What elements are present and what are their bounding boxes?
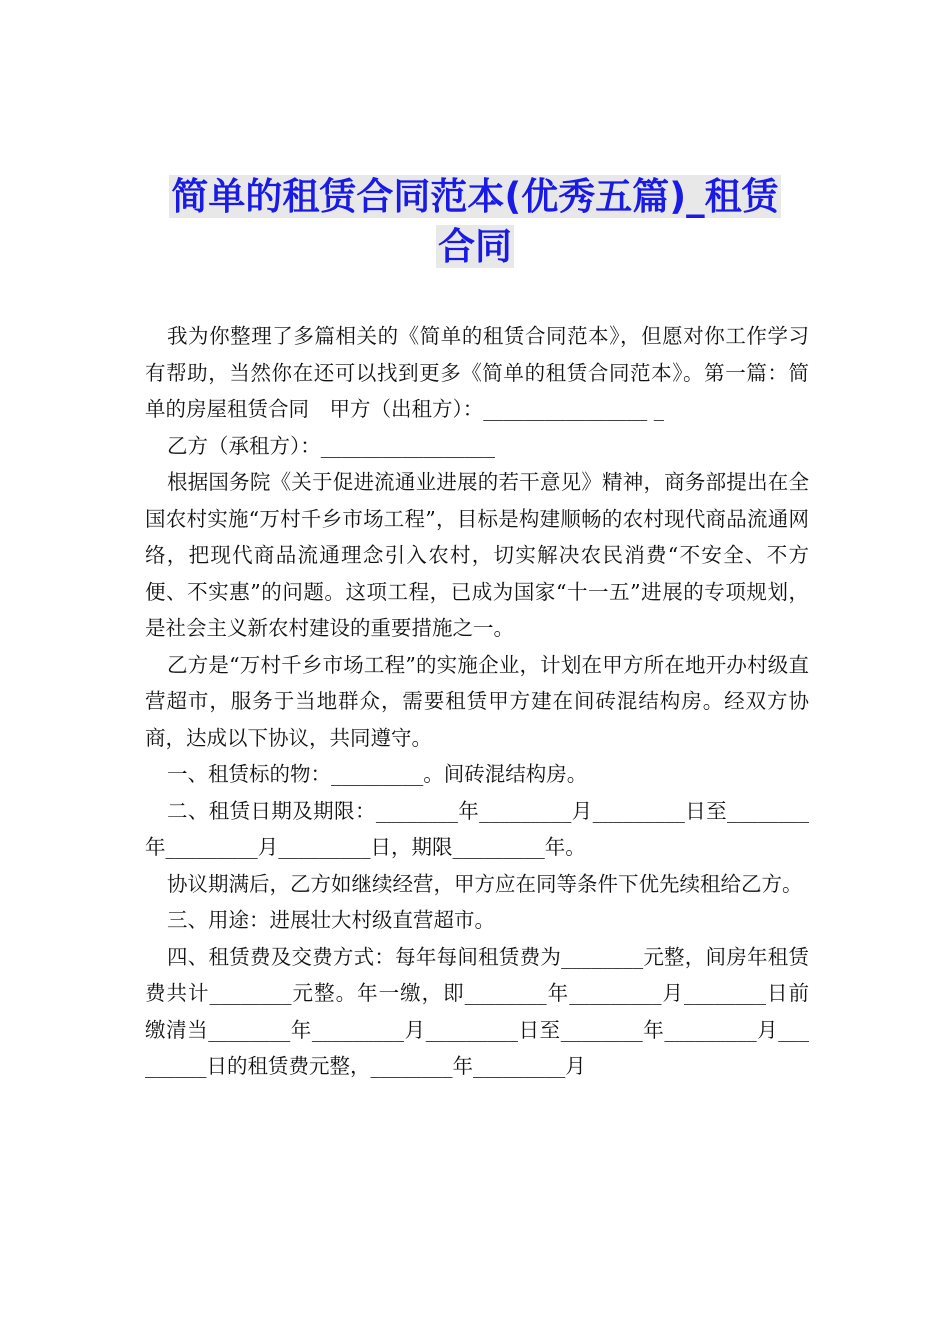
document-body bbox=[145, 318, 809, 1085]
clause-1-subject: 一、租赁标的物：_________。间砖混结构房。 bbox=[167, 762, 588, 786]
clause-2-term: 二、租赁日期及期限：________年_________月_________日至________年_________月_________日，期限_________年。 bbox=[145, 798, 809, 859]
paragraph-renewal: 协议期满后，乙方如继续经营，甲方应在同等条件下优先续租给乙方。 bbox=[167, 871, 803, 896]
title-line-1: 简单的租赁合同范本(优秀五篇)_租赁 bbox=[171, 175, 779, 218]
clause-4-rent: 四、租赁费及交费方式：每年每间租赁费为________元整，间房年租赁费共计________元整。年一缴，即________年_________月________日前缴清当________年_________月_________日至________年_________月_________日的租赁费元整，________年_________月 bbox=[145, 944, 809, 1078]
paragraph-party-b: 乙方（承租方）：_________________ bbox=[167, 433, 495, 458]
paragraph-purpose: 乙方是“万村千乡市场工程”的实施企业，计划在甲方所在地开办村级直营超市，服务于当地群众，需要租赁甲方建在间砖混结构房。经双方协商，达成以下协议，共同遵守。 bbox=[145, 652, 809, 750]
paragraph-intro: 我为你整理了多篇相关的《简单的租赁合同范本》，但愿对你工作学习有帮助，当然你在还可以找到更多《简单的租赁合同范本》。第一篇：简单的房屋租赁合同 甲方（出租方）：________________ _ bbox=[145, 324, 809, 421]
clause-3-use: 三、用途：进展壮大村级直营超市。 bbox=[167, 908, 495, 932]
paragraph-background: 根据国务院《关于促进流通业进展的若干意见》精神，商务部提出在全国农村实施“万村千乡市场工程”，目标是构建顺畅的农村现代商品流通网络，把现代商品流通理念引入农村，切实解决农民消费“不安全、不方便、不实惠”的问题。这项工程，已成为国家“十一五”进展的专项规划，是社会主义新农村建设的重要措施之一。 bbox=[145, 470, 809, 640]
title-line-2: 合同 bbox=[438, 225, 512, 268]
document-title bbox=[0, 172, 950, 272]
